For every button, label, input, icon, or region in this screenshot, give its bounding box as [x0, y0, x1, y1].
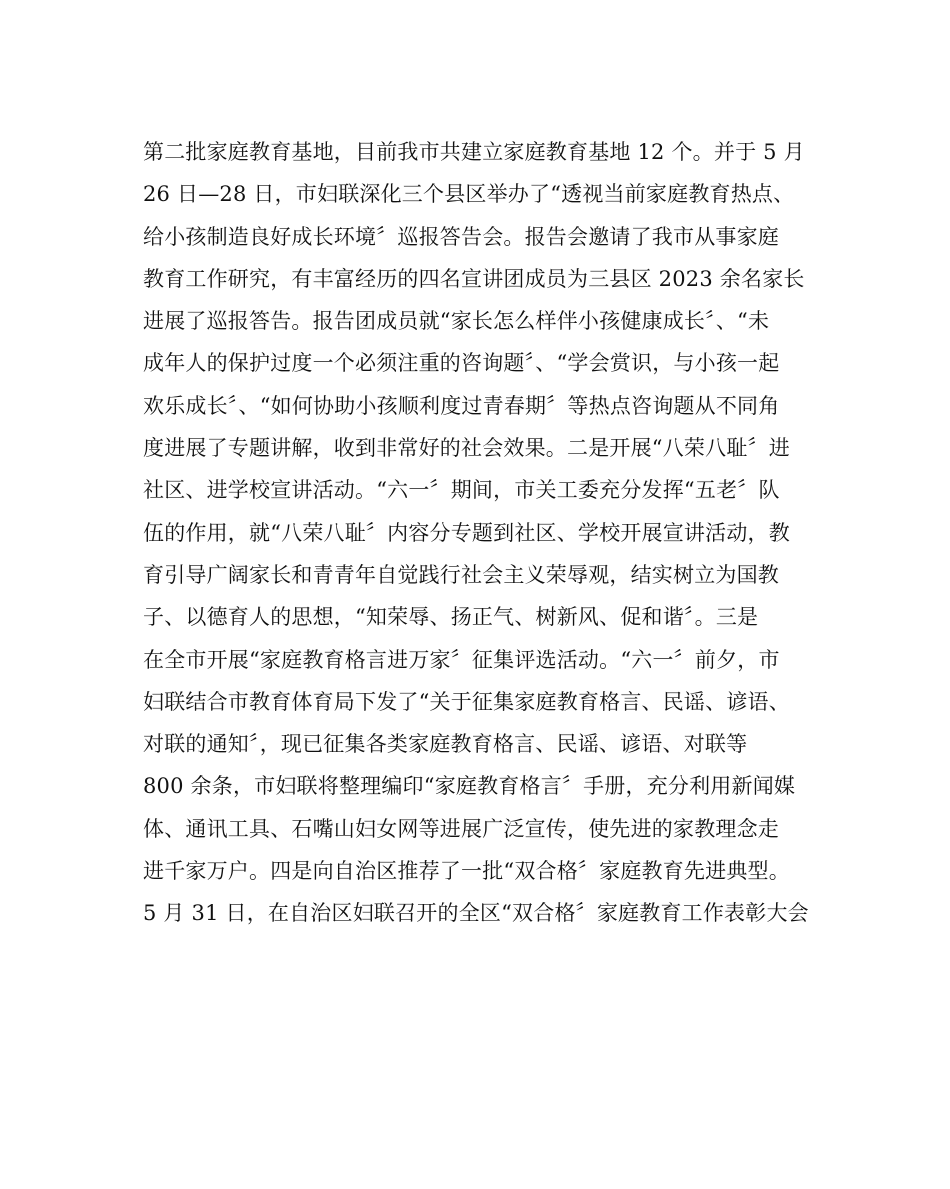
text-line: 进千家万户。四是向自治区推荐了一批“双合格〞家庭教育先进典型。: [143, 859, 790, 884]
text-line: 教育工作研究，有丰富经历的四名宣讲团成员为三县区 2023 余名家长: [143, 266, 805, 291]
text-line: 5 月 31 日，在自治区妇联召开的全区“双合格〞家庭教育工作表彰大会: [143, 901, 809, 926]
text-line: 体、通讯工具、石嘴山妇女网等进展广泛宣传，使先进的家教理念走: [143, 816, 779, 841]
text-line: 度进展了专题讲解，收到非常好的社会效果。二是开展“八荣八耻〞进: [143, 436, 790, 461]
text-line: 对联的通知〞，现已征集各类家庭教育格言、民谣、谚语、对联等: [143, 732, 748, 757]
text-line: 育引导广阔家长和青青年自觉践行社会主义荣辱观，结实树立为国教: [143, 562, 779, 587]
text-line: 欢乐成长〞、“如何协助小孩顺利度过青春期〞等热点咨询题从不同角: [143, 393, 780, 418]
text-line: 伍的作用，就“八荣八耻〞内容分专题到社区、学校开展宣讲活动，教: [143, 520, 790, 545]
text-line: 子、以德育人的思想，“知荣辱、扬正气、树新风、促和谐〞。三是: [143, 605, 759, 630]
body-text: [143, 131, 833, 935]
text-line: 800 余条，市妇联将整理编印“家庭教育格言〞手册，充分利用新闻媒: [143, 774, 796, 799]
text-line: 妇联结合市教育体育局下发了“关于征集家庭教育格言、民谣、谚语、: [143, 689, 790, 714]
text-line: 给小孩制造良好成长环境〞巡报答告会。报告会邀请了我市从事家庭: [143, 224, 779, 249]
text-line: 26 日—28 日，市妇联深化三个县区举办了“透视当前家庭教育热点、: [143, 182, 795, 207]
text-line: 进展了巡报答告。报告团成员就“家长怎么样伴小孩健康成长〞、“未: [143, 309, 770, 334]
text-line: 在全市开展“家庭教育格言进万家〞征集评选活动。“六一〞前夕，市: [143, 647, 780, 672]
text-line: 社区、进学校宣讲活动。“六一〞期间，市关工委充分发挥“五老〞队: [143, 478, 780, 503]
text-line: 第二批家庭教育基地，目前我市共建立家庭教育基地 12 个。并于 5 月: [143, 140, 805, 164]
text-line: 成年人的保护过度一个必须注重的咨询题〞、“学会赏识，与小孩一起: [143, 351, 780, 376]
